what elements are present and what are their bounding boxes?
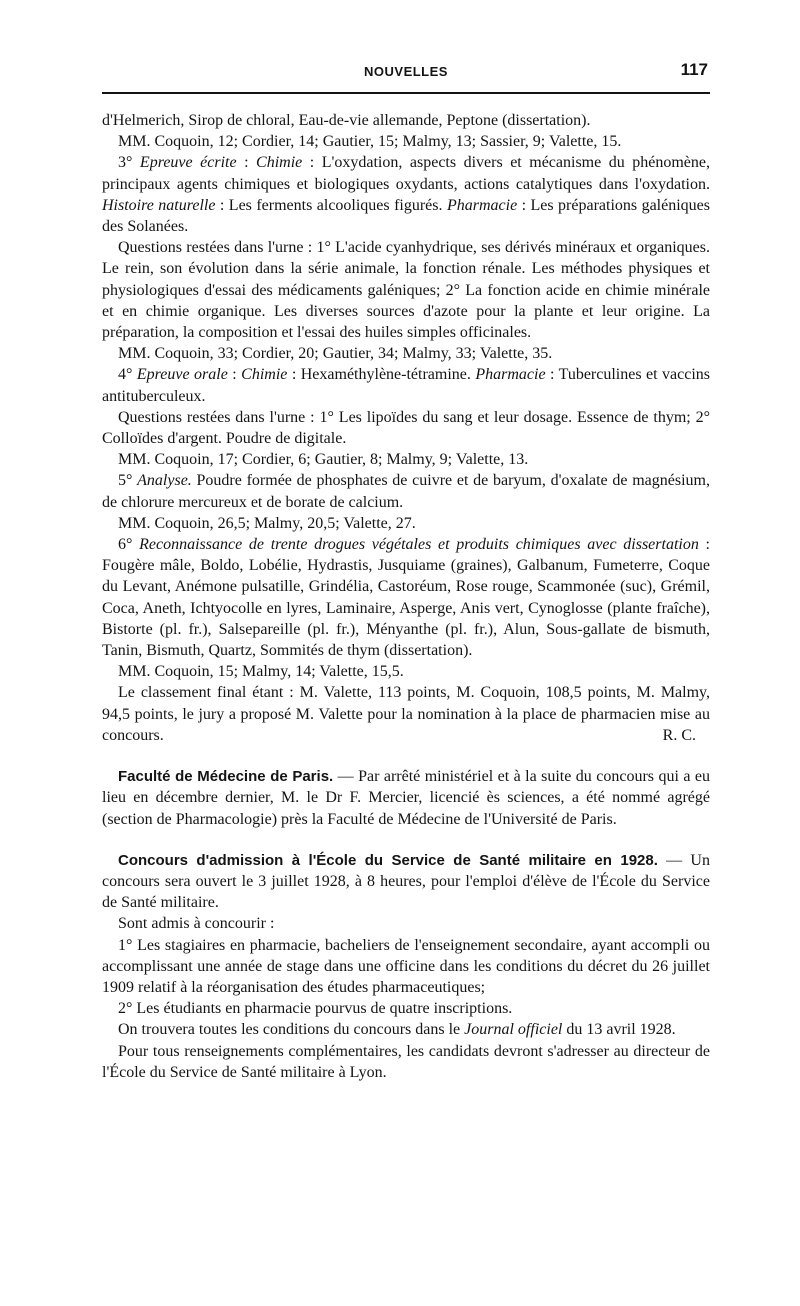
subject-pharmacie: Pharmacie bbox=[446, 196, 518, 214]
concours-admitted: Sont admis à concourir : bbox=[118, 915, 275, 933]
exam-label: Analyse. bbox=[137, 472, 192, 490]
subject-text: : Les préparations galéniques des Solanées. bbox=[102, 196, 710, 236]
subject-histoire: Histoire naturelle bbox=[102, 196, 216, 214]
journal-title: Journal officiel bbox=[464, 1021, 563, 1039]
concours-journal bbox=[102, 1019, 710, 1040]
exam-questions-1: Questions restées dans l'urne : 1° L'acide cyanhydrique, ses dérivés minéraux et organiques. Le rein, son évolution dans la série animale, la fonction rénale. Les méthodes physiques et physiologiques d'essai des médicaments galéniques; 2° La fonction acide en chimie minérale et en chimie organique. Les diverses sources d'azote pour la plante et leur origine. La préparation, la composition et l'essai des huiles simples officinales. bbox=[102, 239, 710, 342]
concours-closing: Pour tous renseignements complémentaires, les candidats devront s'adresser au directeur de l'École du Service de Santé militaire à Lyon. bbox=[102, 1042, 710, 1081]
page-number: 117 bbox=[680, 60, 708, 79]
exam-results-4: MM. Coquoin, 26,5; Malmy, 20,5; Valette, 27. bbox=[118, 514, 416, 532]
subject-chimie: Chimie bbox=[241, 366, 288, 384]
running-title: NOUVELLES bbox=[364, 64, 448, 79]
exam-paragraph-recognition bbox=[102, 534, 710, 661]
exam-paragraph-written bbox=[102, 152, 710, 237]
page bbox=[102, 60, 710, 1083]
page-header bbox=[102, 60, 710, 88]
signature: R. C. bbox=[662, 726, 696, 744]
subject-chimie: Chimie bbox=[256, 154, 303, 172]
exam-paragraph-oral bbox=[102, 364, 710, 406]
separator: : bbox=[236, 154, 257, 172]
subject-text: : L'oxydation, aspects divers et mécanisme du phénomène, principaux agents chimiques et biologiques oxydants, actions catalytiques dans l'oxydation. bbox=[102, 154, 711, 193]
journal-pre: On trouvera toutes les conditions du concours dans le bbox=[118, 1021, 465, 1039]
subject-text: : Les ferments alcooliques figurés. bbox=[215, 196, 447, 214]
ranking-text: Le classement final étant : M. Valette, 113 points, M. Coquoin, 108,5 points, M. Malmy, 94,5 points, le jury a proposé M. Valette pour la nomination à la place de pharmacien mise au concours. bbox=[102, 684, 710, 744]
subject-pharmacie: Pharmacie bbox=[475, 366, 546, 384]
separator: : bbox=[227, 366, 242, 384]
drug-list: : Fougère mâle, Boldo, Lobélie, Hydrastis, Jusquiame (graines), Galbanum, Fumeterre, Coque du Levant, Anémone pulsatille, Grindélia, Castoréum, Rose rouge, Scammonée (suc), Grémil, Coca, Aneth, Ichtyocolle en lyres, Laminaire, Asperge, Anis vert, Cynoglosse (plante fraîche), Bistorte (pl. fr.), Salsepareille (pl. fr.), Ményanthe (pl. fr.), Alun, Sous-gallate de bismuth, Tanin, Bismuth, Quartz, Sommités de thym (dissertation). bbox=[102, 536, 710, 660]
exam-results-5: MM. Coquoin, 15; Malmy, 14; Valette, 15,5. bbox=[118, 663, 404, 681]
section-gap bbox=[102, 830, 710, 850]
subject-text: : Tuberculines et vaccins antituberculeux. bbox=[102, 366, 711, 405]
item-number: 6° bbox=[118, 536, 140, 554]
subject-text: : Hexaméthylène-tétramine. bbox=[287, 366, 476, 384]
header-rule bbox=[102, 92, 710, 94]
concours-item-2: 2° Les étudiants en pharmacie pourvus de quatre inscriptions. bbox=[118, 1000, 513, 1018]
item-number: 5° bbox=[118, 472, 138, 490]
exam-label: Epreuve orale bbox=[136, 366, 228, 384]
item-number: 3° bbox=[118, 154, 140, 172]
exam-results-1: MM. Coquoin, 12; Cordier, 14; Gautier, 15; Malmy, 13; Sassier, 9; Valette, 15. bbox=[118, 133, 622, 151]
exam-label: Epreuve écrite bbox=[139, 154, 237, 172]
exam-results-2: MM. Coquoin, 33; Cordier, 20; Gautier, 34; Malmy, 33; Valette, 35. bbox=[118, 345, 553, 363]
concours-item-1: 1° Les stagiaires en pharmacie, bacheliers de l'enseignement secondaire, ayant accompli ou accomplissant une année de stage dans une officine dans les conditions du décret du 26 juillet 1909 relatif à la réorganisation des études pharmaceutiques; bbox=[102, 936, 710, 996]
faculty-paragraph bbox=[102, 766, 710, 830]
concours-paragraph bbox=[102, 850, 710, 914]
exam-paragraph-analysis bbox=[102, 470, 710, 512]
item-number: 4° bbox=[118, 366, 137, 384]
faculty-title: Faculté de Médecine de Paris. bbox=[118, 768, 334, 786]
body-text bbox=[102, 110, 710, 1083]
exam-results-3: MM. Coquoin, 17; Cordier, 6; Gautier, 8; Malmy, 9; Valette, 13. bbox=[118, 451, 529, 469]
faculty-text: — Par arrêté ministériel et à la suite du concours qui a eu lieu en décembre dernier, M. le Dr F. Mercier, licencié ès sciences, a été nommé agrégé (section de Pharmacologie) près la Faculté de Médecine de l'Université de Paris. bbox=[102, 768, 710, 828]
final-ranking bbox=[102, 682, 710, 746]
exam-questions-2: Questions restées dans l'urne : 1° Les lipoïdes du sang et leur dosage. Essence de thym; 2° Colloïdes d'argent. Poudre de digitale. bbox=[102, 408, 710, 448]
concours-title: Concours d'admission à l'École du Service de Santé militaire en 1928. bbox=[118, 851, 658, 869]
section-gap bbox=[102, 746, 710, 766]
journal-post: du 13 avril 1928. bbox=[562, 1021, 676, 1039]
exam-paragraph-1: d'Helmerich, Sirop de chloral, Eau-de-vie allemande, Peptone (dissertation). bbox=[102, 112, 591, 129]
exam-label: Reconnaissance de trente drogues végétales et produits chimiques avec dissertation bbox=[139, 536, 699, 554]
concours-intro: — Un concours sera ouvert le 3 juillet 1928, à 8 heures, pour l'emploi d'élève de l'École du Service de Santé militaire. bbox=[102, 851, 710, 912]
analysis-text: Poudre formée de phosphates de cuivre et de baryum, d'oxalate de magnésium, de chlorure mercureux et de borate de calcium. bbox=[102, 472, 710, 511]
